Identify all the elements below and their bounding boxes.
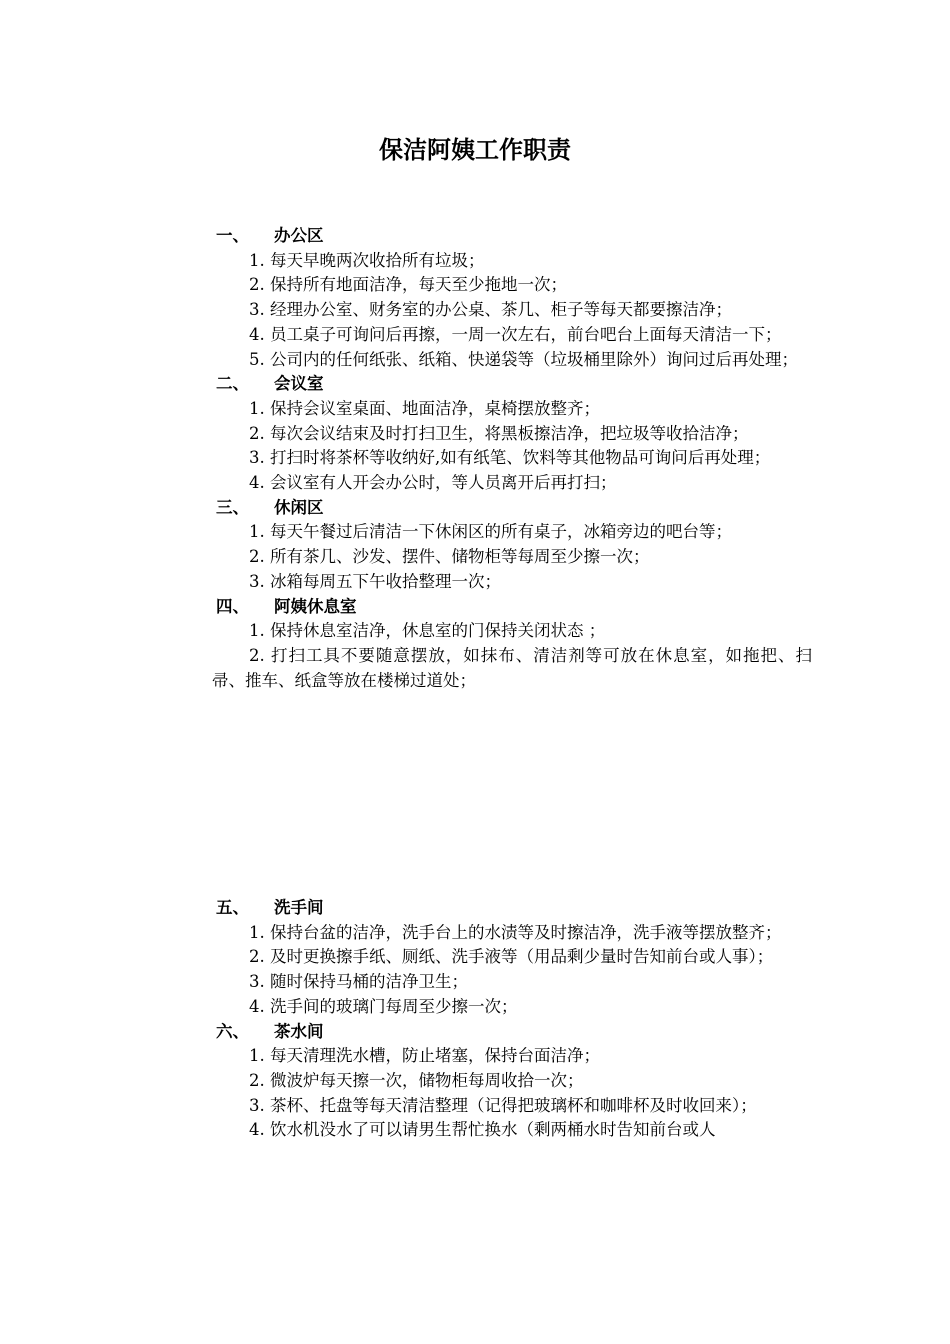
list-item: 3. 随时保持马桶的洁净卫生；	[249, 972, 468, 992]
list-item: 4. 饮水机没水了可以请男生帮忙换水（剩两桶水时告知前台或人	[249, 1120, 716, 1140]
section-heading-office	[212, 224, 812, 249]
section-number: 六、	[216, 1021, 249, 1041]
section-number: 三、	[216, 497, 249, 517]
section-number: 二、	[216, 374, 249, 394]
list-item: 1. 每天清理洗水槽，防止堵塞，保持台面洁净；	[249, 1046, 600, 1066]
section-title: 阿姨休息室	[274, 596, 357, 616]
list-item: 1. 保持休息室洁净，休息室的门保持关闭状态 ；	[249, 621, 606, 641]
list-item: 3. 经理办公室、财务室的办公桌、茶几、柜子等每天都要擦洁净；	[249, 300, 732, 320]
list-item: 2. 微波炉每天擦一次，储物柜每周收拾一次；	[249, 1070, 584, 1090]
list-item: 2. 打扫工具不要随意摆放，如抹布、清洁剂等可放在休息室，如拖把、扫帚、推车、纸盒等放在楼梯过道处；	[212, 645, 812, 690]
section-heading-meeting-room	[212, 372, 812, 397]
list-item: 1. 保持会议室桌面、地面洁净，桌椅摆放整齐；	[249, 398, 600, 418]
list-item: 3. 茶杯、托盘等每天清洁整理（记得把玻璃杯和咖啡杯及时收回来）；	[249, 1095, 757, 1115]
document-title: 保洁阿姨工作职责	[379, 136, 571, 164]
list-item: 4. 员工桌子可询问后再擦，一周一次左右，前台吧台上面每天清洁一下；	[249, 324, 782, 344]
section-title: 会议室	[274, 374, 324, 394]
section-title: 茶水间	[274, 1021, 324, 1041]
section-title: 休闲区	[274, 497, 324, 517]
list-item: 2. 所有茶几、沙发、摆件、储物柜等每周至少擦一次；	[249, 547, 650, 567]
section-heading-lounge	[212, 496, 812, 521]
list-item: 3. 冰箱每周五下午收拾整理一次；	[249, 571, 501, 591]
content-part-1	[212, 224, 812, 693]
section-heading-pantry	[212, 1020, 812, 1045]
section-number: 四、	[216, 596, 249, 616]
section-title: 洗手间	[274, 898, 324, 917]
section-number: 一、	[216, 226, 249, 245]
list-item: 1. 每天午餐过后清洁一下休闲区的所有桌子，冰箱旁边的吧台等；	[249, 522, 732, 542]
list-item: 2. 保持所有地面洁净，每天至少拖地一次；	[249, 275, 567, 295]
list-item: 1. 每天早晚两次收拾所有垃圾；	[249, 250, 485, 270]
list-item: 5. 公司内的任何纸张、纸箱、快递袋等（垃圾桶里除外）询问过后再处理；	[249, 349, 798, 369]
content-part-2	[212, 896, 812, 1143]
list-item: 2. 及时更换擦手纸、厕纸、洗手液等（用品剩少量时告知前台或人事）；	[249, 947, 774, 967]
list-item: 2. 每次会议结束及时打扫卫生，将黑板擦洁净，把垃圾等收拾洁净；	[249, 423, 749, 443]
section-heading-staff-rest-room	[212, 595, 812, 620]
section-number: 五、	[216, 898, 249, 917]
section-title: 办公区	[274, 226, 324, 245]
list-item: 1. 保持台盆的洁净，洗手台上的水渍等及时擦洁净，洗手液等摆放整齐；	[249, 922, 782, 942]
section-heading-washroom	[212, 896, 812, 921]
list-item: 4. 洗手间的玻璃门每周至少擦一次；	[249, 996, 518, 1016]
list-item: 4. 会议室有人开会办公时，等人员离开后再打扫；	[249, 473, 617, 492]
list-item: 3. 打扫时将茶杯等收纳好,如有纸笔、饮料等其他物品可询问后再处理；	[249, 448, 771, 468]
